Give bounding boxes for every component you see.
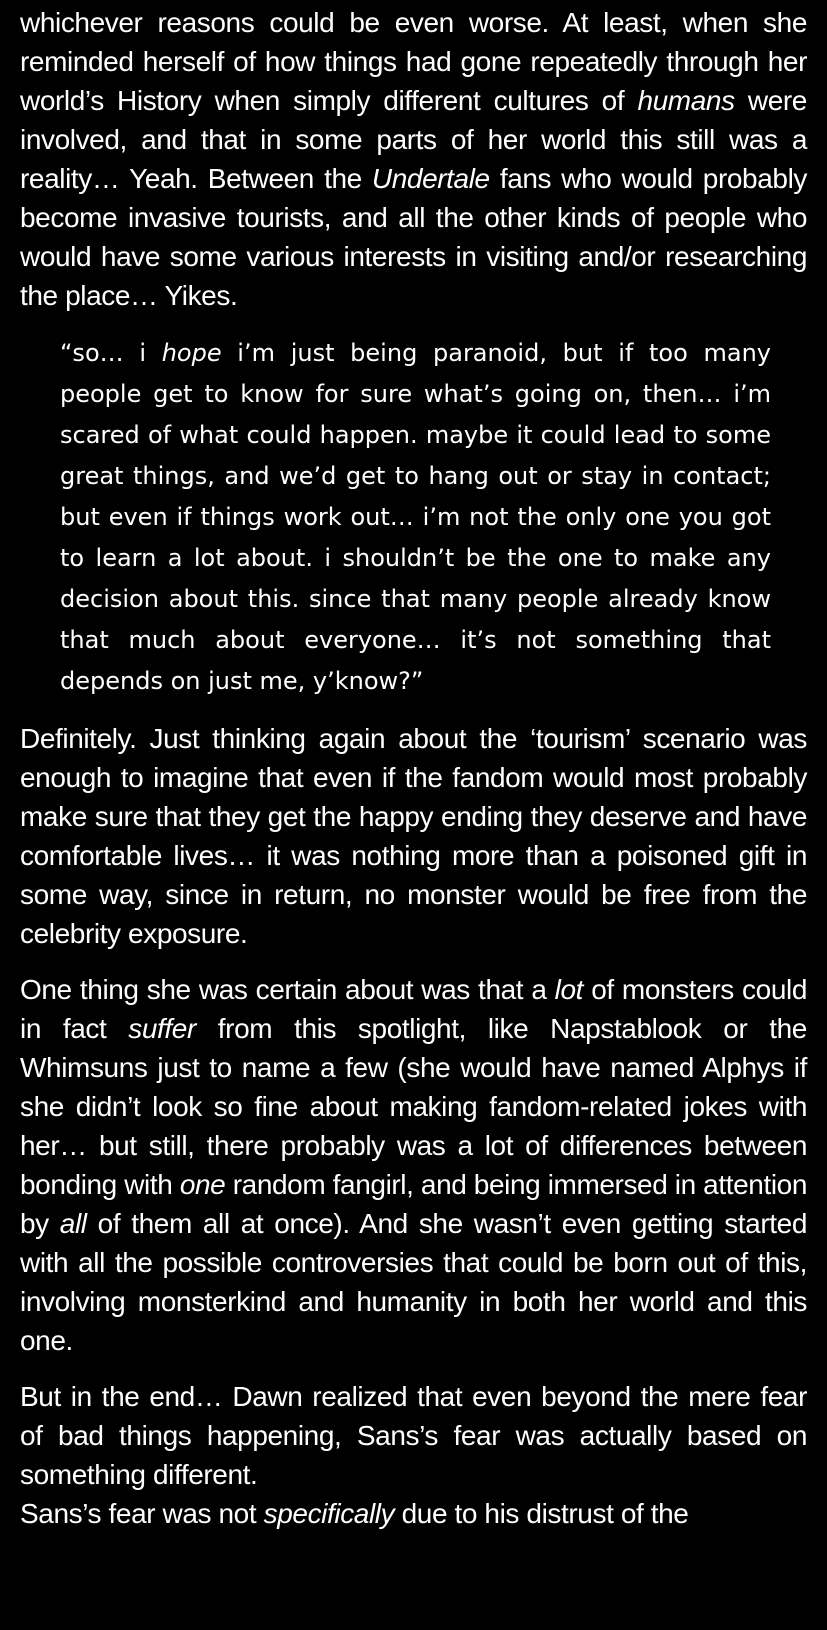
- text-run: from this spotlight, like Napstablook or the Whimsuns just to name a few (she would have named Alphys if she didn’t look so fine about making fandom-related jokes with her… but still, there probably was a lot of differences between bonding with: [20, 1013, 807, 1200]
- paragraph-one-thing: [20, 970, 807, 1360]
- text-run: humans: [637, 85, 735, 116]
- text-run: whichever reasons could be even worse. At least, when she reminded herself of how things had gone repeatedly through her world’s History when simply different cultures of: [20, 7, 807, 116]
- text-run: of monsters could in fact: [20, 974, 807, 1044]
- text-run: lot: [554, 974, 584, 1005]
- text-run: random fangirl, and being immersed in attention by: [20, 1169, 807, 1239]
- paragraph-sans-fear: [20, 1494, 807, 1533]
- text-run: suffer: [128, 1013, 196, 1044]
- text-run: Sans’s fear was not: [20, 1498, 264, 1529]
- paragraph-but-in-the-end: [20, 1377, 807, 1494]
- text-run: Undertale: [371, 163, 490, 194]
- text-run: of them all at once). And she wasn’t even getting started with all the possible controversies that could be born out of this, involving monsterkind and humanity in both her world and this one.: [20, 1208, 807, 1356]
- text-run: One thing she was certain about was that a: [20, 974, 555, 1005]
- text-run: “so… i: [60, 339, 162, 367]
- paragraph-opening: [20, 3, 807, 315]
- paragraph-definitely: [20, 719, 807, 953]
- text-run: Definitely. Just thinking again about the ‘tourism’ scenario was enough to imagine that even if the fandom would most probably make sure that they get the happy ending they deserve and have comfortable lives… it was nothing more than a poisoned gift in some way, since in return, no monster would be free from the celebrity exposure.: [20, 723, 807, 949]
- text-run: hope: [161, 339, 222, 367]
- text-run: one: [179, 1169, 226, 1200]
- text-run: i’m just being paranoid, but if too many people get to know for sure what’s going on, then… i’m scared of what could happen. maybe it could lead to some great things, and we’d get to hang out or stay in contact; but even if things work out… i’m not the only one you got to learn a lot about. i shouldn’t be the one to make any decision about this. since that many people already know that much about everyone… it’s not something that depends on just me, y’know?”: [60, 339, 772, 695]
- text-run: But in the end… Dawn realized that even beyond the mere fear of bad things happening, Sans’s fear was actually based on something different.: [20, 1381, 807, 1490]
- story-text: [20, 3, 807, 1533]
- sans-dialogue-quote: [60, 333, 771, 702]
- text-run: fans who would probably become invasive tourists, and all the other kinds of people who would have some various interests in visiting and/or researching the place… Yikes.: [20, 163, 807, 311]
- text-run: due to his distrust of the: [394, 1498, 689, 1529]
- text-run: were involved, and that in some parts of her world this still was a reality… Yeah. Between the: [20, 85, 807, 194]
- text-run: specifically: [263, 1498, 395, 1529]
- text-run: all: [59, 1208, 87, 1239]
